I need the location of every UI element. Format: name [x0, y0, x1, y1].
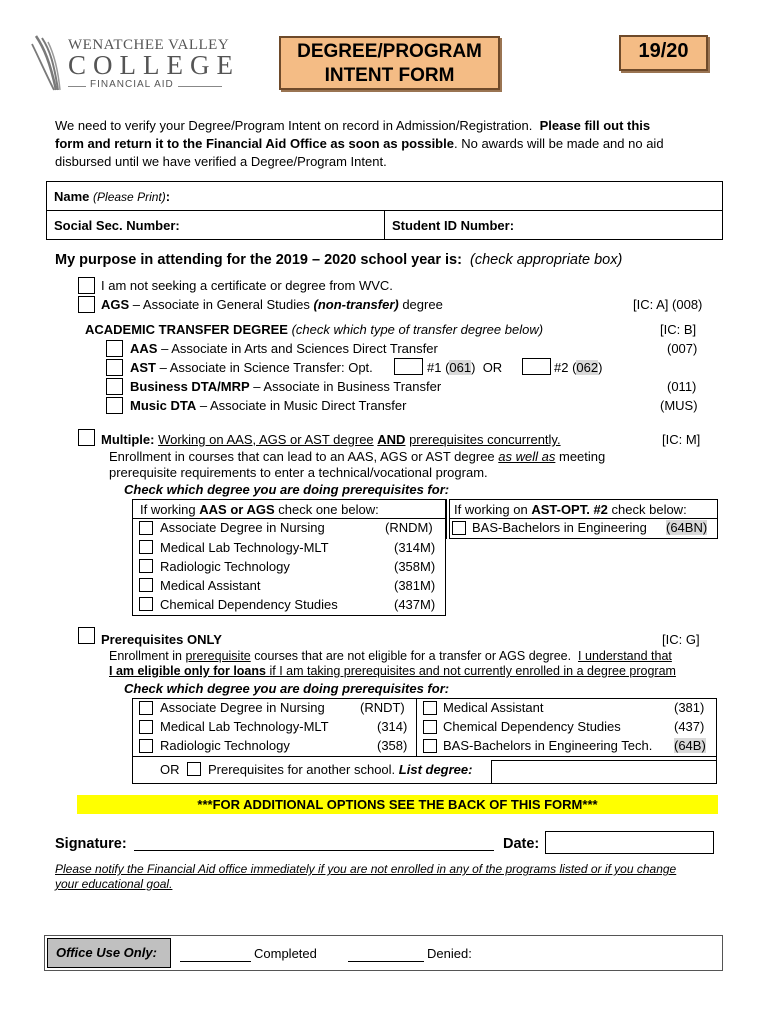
list-degree-input[interactable]: [491, 760, 717, 784]
office-use-box: [44, 935, 723, 971]
intro-text: We need to verify your Degree/Program Intent on record in Admission/Registration. Please fill out this form and return it to the Financial Aid Office as soon as possible. No awards will be made and no aid disbursed until we have verified a Degree/Program Intent.: [55, 118, 664, 169]
prereq-radiologic-label: Radiologic Technology: [160, 738, 290, 753]
aas-option: AAS – Associate in Arts and Sciences Direct Transfer: [130, 341, 438, 356]
prereq-ic-code: [IC: G]: [662, 632, 700, 647]
multiple-mlt-label: Medical Lab Technology-MLT: [160, 540, 329, 555]
prereq-chemical-dependency-code: (437): [674, 719, 705, 734]
leaf-logo-icon: [30, 34, 66, 92]
multiple-nursing-checkbox[interactable]: [139, 521, 153, 535]
ssn-field[interactable]: Social Sec. Number:: [54, 218, 180, 233]
prereq-check-heading: Check which degree you are doing prerequisites for:: [124, 681, 450, 696]
multiple-checkbox[interactable]: [78, 429, 95, 446]
prereq-bas-engineering-code: (64B): [674, 738, 706, 753]
multiple-mlt-checkbox[interactable]: [139, 540, 153, 554]
student-id-field[interactable]: Student ID Number:: [392, 218, 515, 233]
multiple-left-table: If working AAS or AGS check one below:: [132, 499, 446, 616]
prereq-bas-engineering-label: BAS-Bachelors in Engineering Tech.: [443, 738, 653, 753]
multiple-chemical-dependency-code: (437M): [394, 597, 436, 612]
prereq-nursing-label: Associate Degree in Nursing: [160, 700, 325, 715]
multiple-desc-line3: prerequisite requirements to enter a technical/vocational program.: [109, 465, 488, 480]
form-title-line1: DEGREE/PROGRAM: [297, 41, 482, 62]
prereq-nursing-checkbox[interactable]: [139, 701, 153, 715]
ast-opt1-checkbox[interactable]: [394, 358, 423, 375]
ast-opt2-checkbox[interactable]: [522, 358, 551, 375]
prereq-or-label: OR: [160, 762, 180, 777]
form-title: [279, 36, 500, 90]
prereq-other-school-label: Prerequisites for another school. List degree:: [208, 762, 473, 777]
prereq-mlt-code: (314): [377, 719, 408, 734]
music-dta-option: Music DTA – Associate in Music Direct Transfer: [130, 398, 407, 413]
prereq-desc-line2: Enrollment in prerequisite courses that are not eligible for a transfer or AGS degree. I understand that: [109, 649, 672, 663]
college-name-line1: WENATCHEE VALLEY: [68, 37, 230, 53]
ast-option: AST – Associate in Science Transfer: Opt.: [130, 360, 373, 375]
prereq-medical-assistant-label: Medical Assistant: [443, 700, 544, 715]
prereq-bas-engineering-checkbox[interactable]: [423, 739, 437, 753]
prereq-mlt-checkbox[interactable]: [139, 720, 153, 734]
music-dta-checkbox[interactable]: [106, 397, 123, 414]
transfer-ic-code: [IC: B]: [660, 322, 697, 337]
business-dta-option: Business DTA/MRP – Associate in Business Transfer: [130, 379, 442, 394]
prereq-nursing-code: (RNDT): [360, 700, 405, 715]
multiple-bas-engineering-code: (64BN): [666, 520, 708, 535]
ast-opt2-label: #2 (062): [554, 360, 603, 375]
prereq-chemical-dependency-label: Chemical Dependency Studies: [443, 719, 621, 734]
multiple-right-table: If working on AST-OPT. #2 check below:: [449, 499, 718, 539]
college-name-line3: FINANCIAL AID: [90, 79, 174, 90]
prereq-radiologic-code: (358): [377, 738, 408, 753]
prereq-medical-assistant-checkbox[interactable]: [423, 701, 437, 715]
ags-checkbox-1[interactable]: [78, 277, 95, 294]
completed-label: Completed: [254, 946, 317, 961]
ast-checkbox[interactable]: [106, 359, 123, 376]
name-field[interactable]: Name (Please Print):: [54, 189, 171, 204]
multiple-check-heading: Check which degree you are doing prerequisites for:: [124, 482, 450, 497]
date-label: Date:: [503, 836, 540, 852]
business-dta-code: (011): [667, 379, 697, 394]
multiple-radiologic-checkbox[interactable]: [139, 559, 153, 573]
signature-label: Signature:: [55, 836, 127, 852]
business-dta-checkbox[interactable]: [106, 378, 123, 395]
multiple-option: Multiple: Working on AAS, AGS or AST degree AND prerequisites concurrently.: [101, 432, 561, 447]
multiple-mlt-code: (314M): [394, 540, 436, 555]
date-input[interactable]: [545, 831, 714, 854]
denied-line[interactable]: [348, 961, 424, 962]
prereq-desc-line3: I am eligible only for loans if I am taking prerequisites and not currently enrolled in a degree program: [109, 664, 676, 678]
music-dta-code: (MUS): [660, 398, 698, 413]
prereq-option: Prerequisites ONLY: [101, 632, 222, 647]
purpose-heading: My purpose in attending for the 2019 – 2020 school year is: (check appropriate box): [55, 252, 623, 268]
signature-line[interactable]: [134, 850, 494, 851]
year-text: 19/20: [638, 40, 689, 62]
prereq-mlt-label: Medical Lab Technology-MLT: [160, 719, 329, 734]
prereq-other-school-checkbox[interactable]: [187, 762, 201, 776]
aas-checkbox[interactable]: [106, 340, 123, 357]
multiple-desc-line2: Enrollment in courses that can lead to an AAS, AGS or AST degree as well as meeting: [109, 449, 606, 464]
ags-option: AGS – Associate in General Studies (non-transfer) degree: [101, 297, 443, 312]
denied-label: Denied:: [427, 946, 472, 961]
prereq-checkbox[interactable]: [78, 627, 95, 644]
form-title-line2: INTENT FORM: [324, 65, 455, 86]
student-info-table: [46, 181, 723, 240]
completed-line[interactable]: [180, 961, 251, 962]
multiple-medical-assistant-checkbox[interactable]: [139, 578, 153, 592]
notify-text: Please notify the Financial Aid office immediately if you are not enrolled in any of the programs listed or if you change your educational goal.: [55, 862, 677, 891]
office-use-label: Office Use Only:: [47, 938, 171, 968]
additional-options-banner: ***FOR ADDITIONAL OPTIONS SEE THE BACK OF THIS FORM***: [77, 795, 718, 814]
multiple-bas-engineering-label: BAS-Bachelors in Engineering: [472, 520, 647, 535]
transfer-heading: ACADEMIC TRANSFER DEGREE (check which type of transfer degree below): [85, 322, 544, 337]
aas-code: (007): [667, 341, 698, 356]
ags-checkbox-2[interactable]: [78, 296, 95, 313]
prereq-radiologic-checkbox[interactable]: [139, 739, 153, 753]
multiple-medical-assistant-code: (381M): [394, 578, 436, 593]
not-seeking-text: I am not seeking a certificate or degree from WVC.: [101, 278, 393, 293]
multiple-radiologic-label: Radiologic Technology: [160, 559, 290, 574]
college-name-line2: COLLEGE: [68, 50, 240, 80]
prereq-chemical-dependency-checkbox[interactable]: [423, 720, 437, 734]
ags-ic-code: [IC: A] (008): [633, 297, 703, 312]
year-badge: [619, 35, 708, 71]
multiple-nursing-label: Associate Degree in Nursing: [160, 520, 325, 535]
college-logo: [30, 34, 240, 94]
multiple-chemical-dependency-label: Chemical Dependency Studies: [160, 597, 338, 612]
multiple-radiologic-code: (358M): [394, 559, 436, 574]
multiple-bas-engineering-checkbox[interactable]: [452, 521, 466, 535]
multiple-chemical-dependency-checkbox[interactable]: [139, 597, 153, 611]
multiple-medical-assistant-label: Medical Assistant: [160, 578, 261, 593]
prereq-medical-assistant-code: (381): [674, 700, 705, 715]
multiple-ic-code: [IC: M]: [662, 432, 701, 447]
multiple-nursing-code: (RNDM): [385, 520, 433, 535]
ast-opt1-label: #1 (061) OR: [427, 360, 503, 375]
